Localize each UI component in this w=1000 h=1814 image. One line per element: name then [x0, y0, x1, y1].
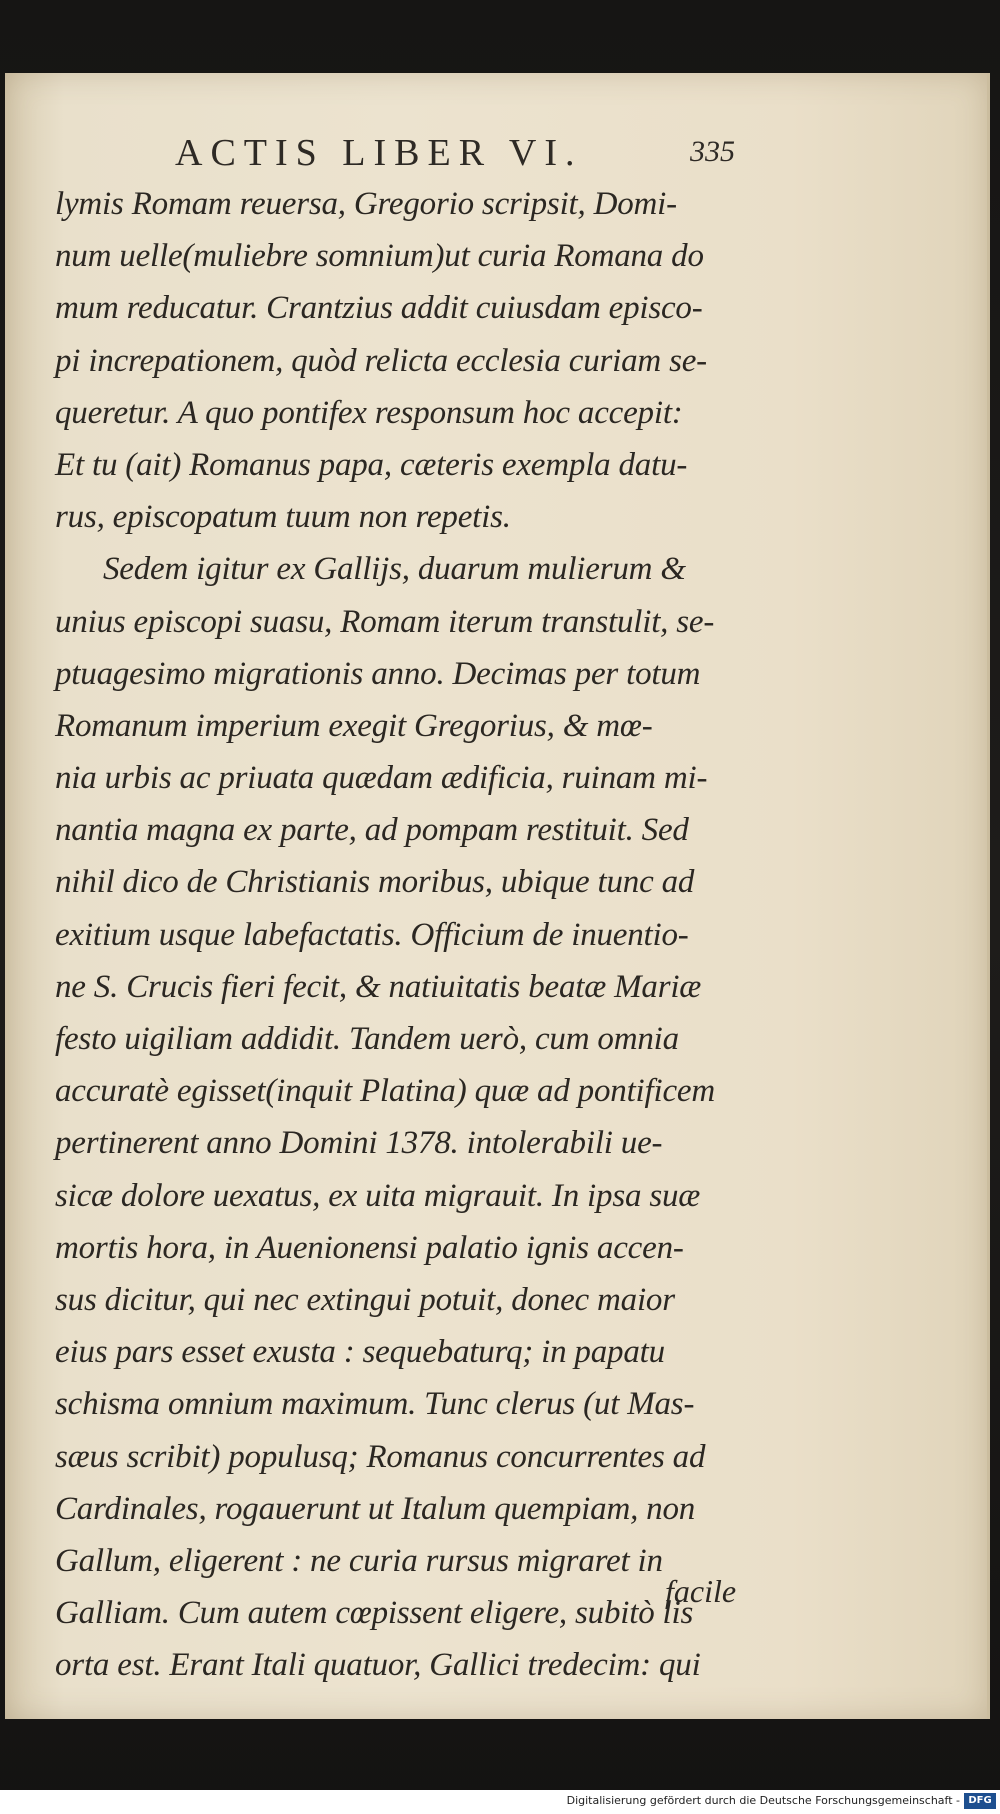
- text-line: Romanum imperium exegit Gregorius, & mœ-: [55, 707, 653, 744]
- dfg-logo-icon: DFG: [964, 1793, 996, 1809]
- text-line: rus, episcopatum tuum non repetis.: [55, 499, 511, 536]
- text-line: sus dicitur, qui nec extingui potuit, donec maior: [55, 1281, 675, 1318]
- text-line: ptuagesimo migrationis anno. Decimas per totum: [55, 655, 701, 692]
- text-line: orta est. Erant Itali quatuor, Gallici tredecim: qui: [55, 1647, 701, 1684]
- text-line: pertinerent anno Domini 1378. intolerabili ue-: [55, 1125, 663, 1162]
- body-text: [55, 178, 745, 1691]
- text-line: mortis hora, in Auenionensi palatio ignis accen-: [55, 1229, 684, 1266]
- text-line: pi increpationem, quòd relicta ecclesia curiam se-: [55, 342, 707, 379]
- text-line: accuratè egisset(inquit Platina) quæ ad pontificem: [55, 1073, 715, 1110]
- digitization-footer: [0, 1790, 1000, 1814]
- text-line: festo uigiliam addidit. Tandem uerò, cum omnia: [55, 1021, 679, 1057]
- text-line: mum reducatur. Crantzius addit cuiusdam episco-: [55, 290, 703, 327]
- catchword: facile: [665, 1573, 737, 1609]
- text-line: Et tu (ait) Romanus papa, cæteris exempla datu-: [55, 446, 688, 483]
- page-number: 335: [690, 135, 735, 168]
- funding-credit: Digitalisierung gefördert durch die Deutsche Forschungsgemeinschaft -: [566, 1794, 960, 1807]
- text-line: Galliam. Cum autem cœpissent eligere, subitò lis: [55, 1595, 694, 1632]
- text-line: unius episcopi suasu, Romam iterum transtulit, se-: [55, 603, 715, 640]
- text-line: queretur. A quo pontifex responsum hoc accepit:: [55, 394, 683, 431]
- text-line: Cardinales, rogauerunt ut Italum quempiam, non: [55, 1490, 696, 1527]
- running-title: ACTIS LIBER VI.: [175, 132, 583, 174]
- text-line: nia urbis ac priuata quædam ædificia, ruinam mi-: [55, 760, 708, 797]
- text-line: schisma omnium maximum. Tunc clerus (ut Mas-: [55, 1386, 695, 1423]
- book-page: [5, 73, 990, 1719]
- text-line: Gallum, eligerent : ne curia rursus migraret in: [55, 1542, 663, 1579]
- text-line: sicæ dolore uexatus, ex uita migrauit. In ipsa suæ: [55, 1177, 701, 1214]
- text-line: lymis Romam reuersa, Gregorio scripsit, Domi-: [55, 186, 677, 222]
- text-line: eius pars esset exusta : sequebaturq; in papatu: [55, 1334, 665, 1371]
- text-line: nihil dico de Christianis moribus, ubique tunc ad: [55, 864, 695, 901]
- text-line: num uelle(muliebre somnium)ut curia Romana do: [55, 238, 704, 275]
- text-line: nantia magna ex parte, ad pompam restituit. Sed: [55, 812, 689, 849]
- text-line: sæus scribit) populusq; Romanus concurrentes ad: [55, 1438, 706, 1475]
- text-line: exitium usque labefactatis. Officium de inuentio-: [55, 916, 689, 953]
- text-line: ne S. Crucis fieri fecit, & natiuitatis beatæ Mariæ: [55, 968, 702, 1005]
- text-line-paragraph-start: Sedem igitur ex Gallijs, duarum mulierum &: [103, 551, 686, 588]
- running-head: [5, 131, 987, 181]
